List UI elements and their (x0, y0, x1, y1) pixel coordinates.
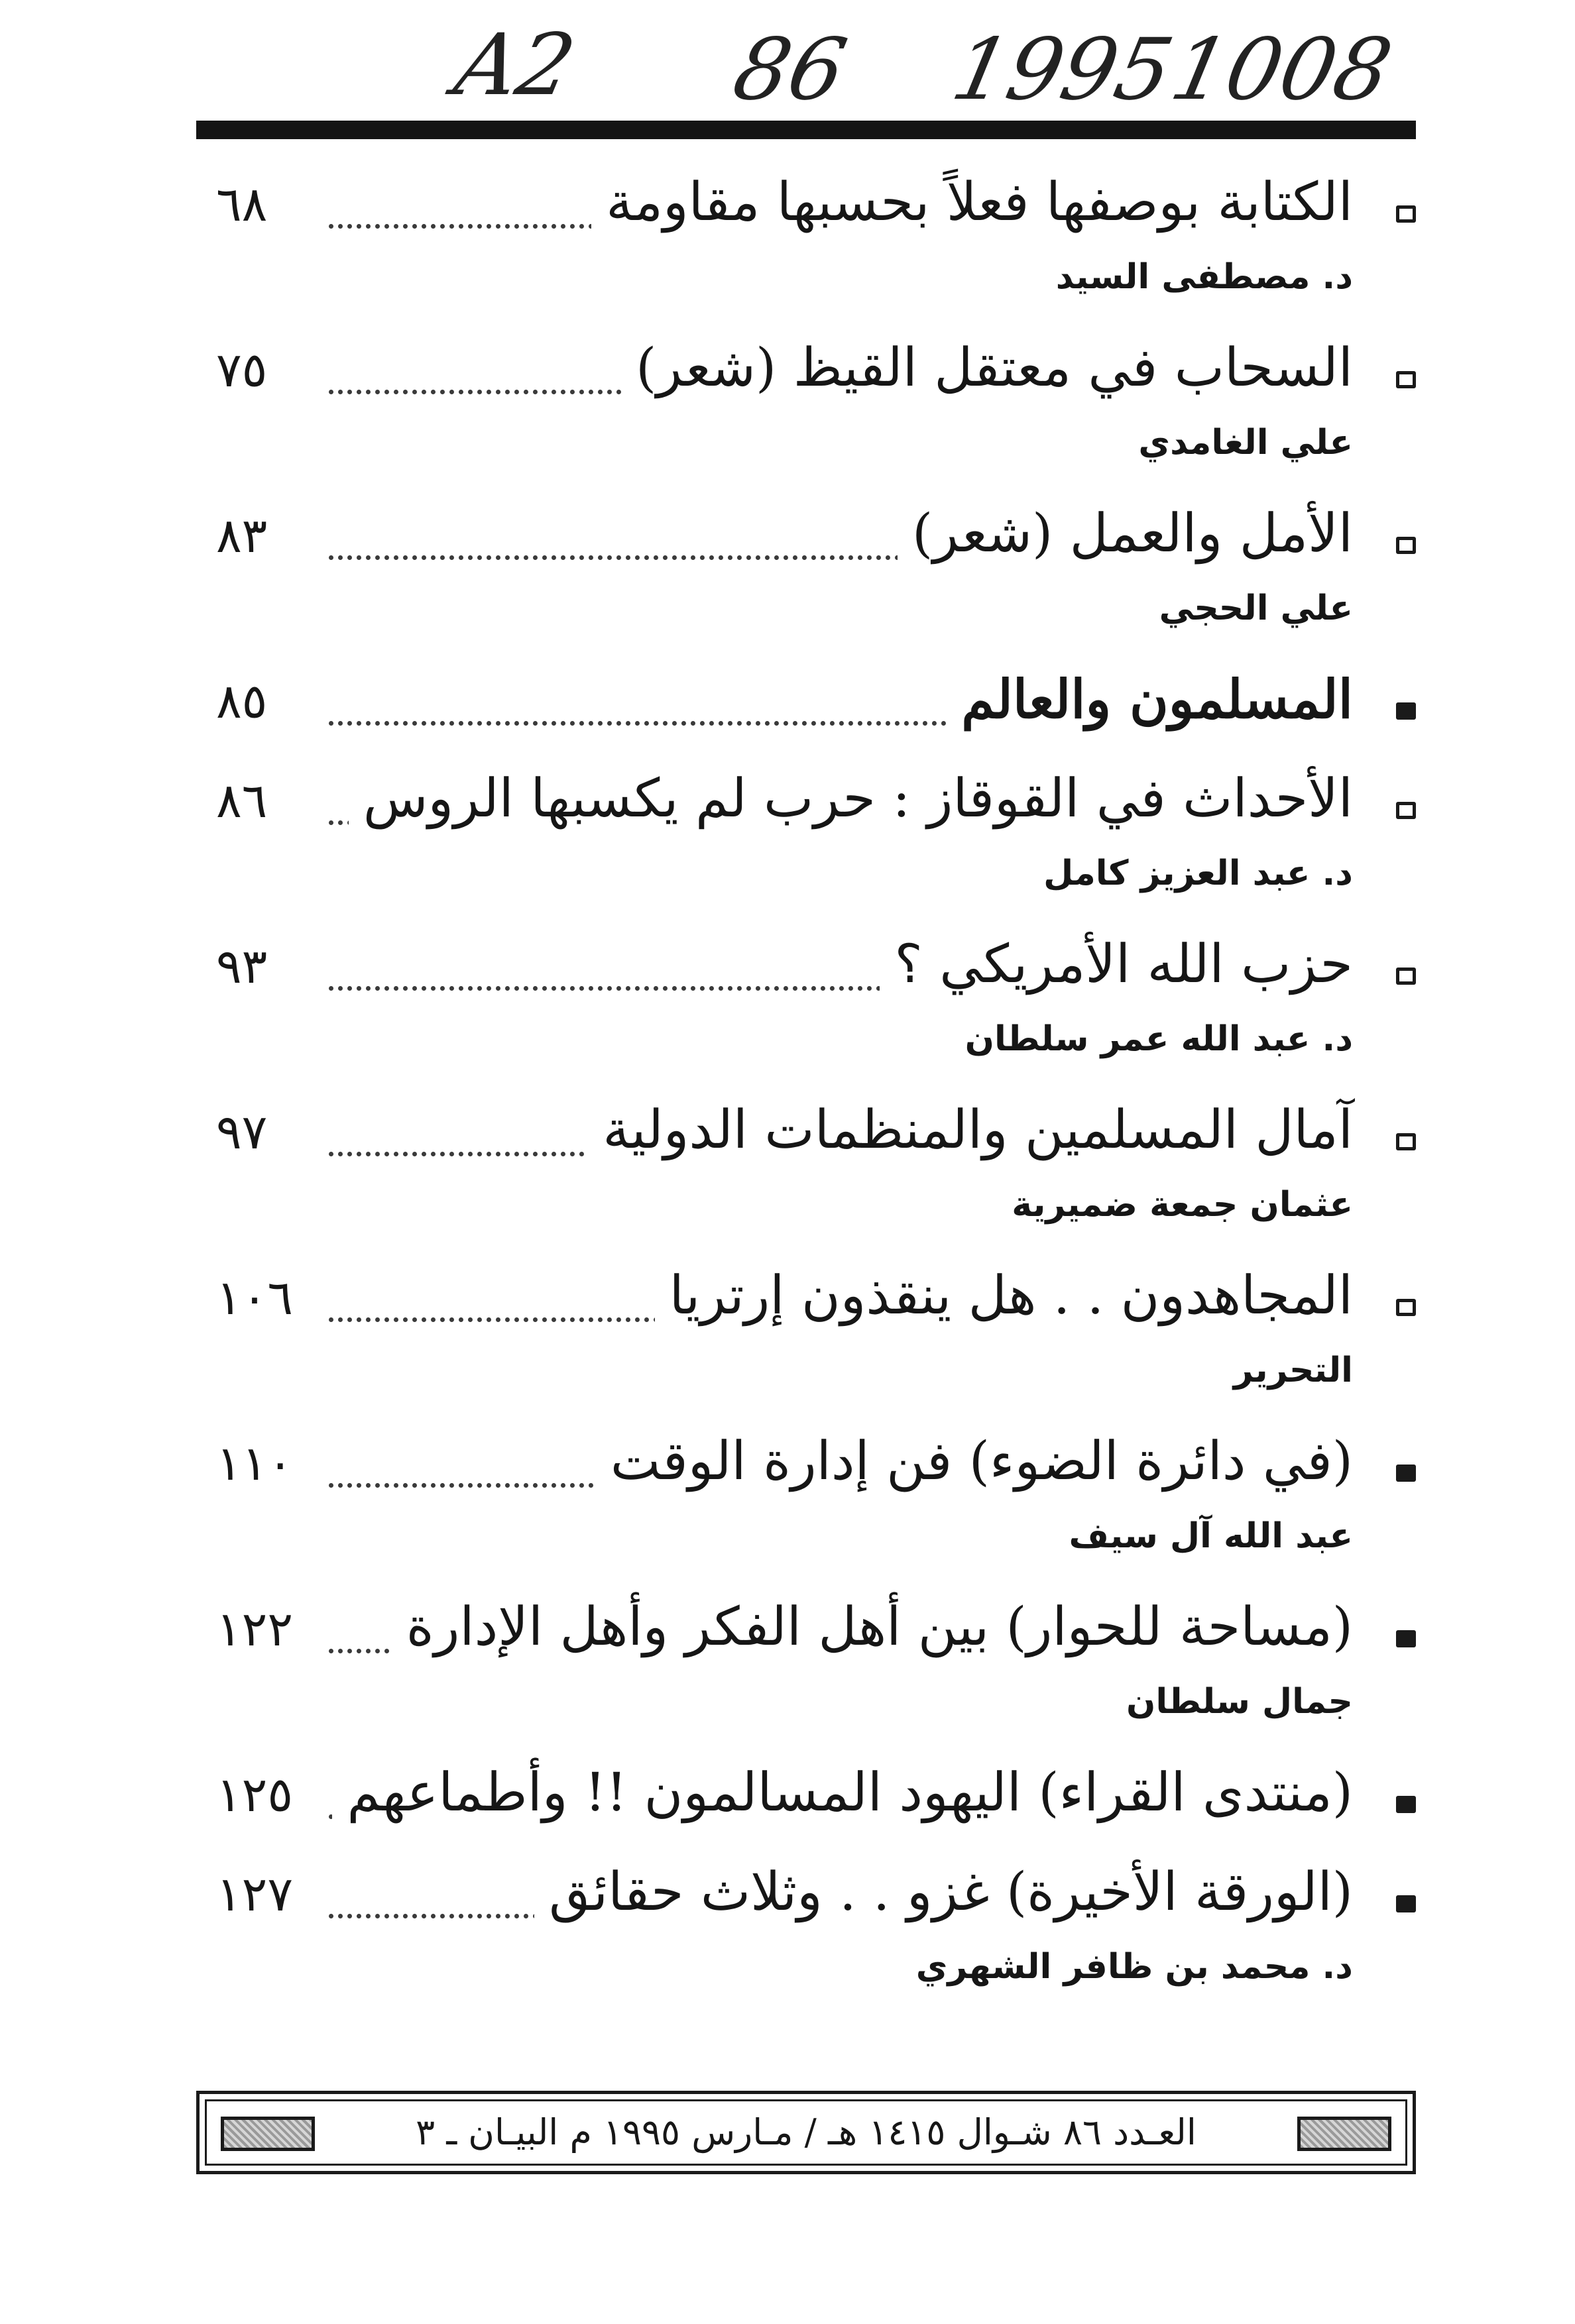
footer-bar (196, 2091, 1416, 2174)
toc-entry-title: آمال المسلمين والمنظمات الدولية (588, 1099, 1353, 1160)
toc-author-row (196, 1336, 1416, 1402)
toc-entry-title: المسلمون والعالم (947, 668, 1353, 730)
toc-entry-title: حزب الله الأمريكي ؟ (880, 933, 1353, 995)
hollow-square-bullet-icon (1396, 371, 1416, 388)
toc-entry (196, 655, 1416, 754)
toc-entry-title: (في دائرة الضوء) فن إدارة الوقت (596, 1430, 1353, 1492)
hollow-square-bullet-icon (1396, 1133, 1416, 1150)
hollow-square-bullet-icon (1396, 802, 1416, 819)
handwritten-issue: 86 (725, 21, 854, 119)
toc-entry-page: ٩٧ (216, 1104, 268, 1160)
toc-author-row (196, 1932, 1416, 1999)
toc-entry-title: الكتابة بوصفها فعلاً بحسبها مقاومة (591, 171, 1353, 233)
toc-entry-author: عبد الله آل سيف (1069, 1516, 1353, 1556)
hollow-square-bullet-icon (1396, 1299, 1416, 1316)
handwritten-ref: 1008 (1163, 21, 1400, 119)
toc-entry-page: ١٢٧ (216, 1866, 294, 1922)
toc-author-row (196, 1667, 1416, 1734)
hollow-square-bullet-icon (1396, 537, 1416, 554)
toc-entry-author: التحرير (1233, 1351, 1353, 1390)
toc-entry-title: (مساحة للحوار) بين أهل الفكر وأهل الإدارة (392, 1596, 1353, 1657)
toc-entry-page: ٨٣ (216, 508, 268, 563)
toc-entry-title: (منتدى القراء) اليهود المسالمون !! وأطماعهم (332, 1761, 1353, 1823)
toc-entry-author: د. محمد بن ظافر الشهري (915, 1947, 1353, 1987)
toc-author-row (196, 1502, 1416, 1568)
filled-square-bullet-icon (1396, 1465, 1416, 1482)
toc-entry-author: د. مصطفى السيد (1055, 257, 1353, 297)
hollow-square-bullet-icon (1396, 205, 1416, 223)
toc-entry-author: علي الغامدي (1138, 423, 1353, 463)
filled-square-bullet-icon (1396, 1895, 1416, 1912)
toc-author-row (196, 1170, 1416, 1237)
toc-author-row (196, 243, 1416, 309)
toc-entry-page: ٨٥ (216, 673, 268, 729)
footer-ornament-right (1297, 2117, 1391, 2151)
toc-entry-page: ١٠٦ (216, 1270, 294, 1325)
toc-entry-author: عثمان جمعة ضميرية (1012, 1185, 1353, 1225)
toc-entry-title: السحاب في معتقل القيظ (شعر) (621, 337, 1353, 398)
toc-entry-page: ٨٦ (216, 773, 268, 828)
handwritten-code: A2 (447, 16, 583, 115)
toc-entry-author: جمال سلطان (1126, 1682, 1353, 1722)
toc-author-row (196, 408, 1416, 474)
hollow-square-bullet-icon (1396, 968, 1416, 985)
toc-entry-title: الأمل والعمل (شعر) (898, 502, 1353, 564)
toc-entry-page: ٩٣ (216, 938, 268, 994)
filled-square-bullet-icon (1396, 1630, 1416, 1647)
toc-entry (196, 1748, 1416, 1848)
filled-square-bullet-icon (1396, 1796, 1416, 1813)
toc-entry-title: المجاهدون . . هل ينقذون إرتريا (655, 1264, 1353, 1326)
footer-ornament-left (221, 2117, 315, 2151)
toc-entry-author: د. عبد الله عمر سلطان (964, 1019, 1353, 1059)
toc-entry-page: ١٢٢ (216, 1601, 294, 1657)
toc-entry-page: ٦٨ (216, 176, 268, 232)
filled-square-bullet-icon (1396, 702, 1416, 720)
handwritten-annotation (0, 13, 1575, 126)
toc-entry-title: الأحداث في القوقاز : حرب لم يكسبها الروس (349, 767, 1353, 829)
header-rule (196, 121, 1416, 139)
toc-author-row (196, 1005, 1416, 1071)
handwritten-year: 1995 (944, 21, 1181, 119)
footer-caption: العـدد ٨٦ شـوال ١٤١٥ هـ / مـارس ١٩٩٥ م البيـان ـ ٣ (416, 2111, 1196, 2153)
toc-author-row (196, 839, 1416, 905)
toc-entry-page: ١٢٥ (216, 1767, 294, 1822)
toc-entry-author: د. عبد العزيز كامل (1043, 854, 1353, 893)
toc-entry-title: (الورقة الأخيرة) غزو . . وثلاث حقائق (534, 1861, 1353, 1922)
toc-entry-page: ١١٠ (216, 1435, 294, 1491)
toc-author-row (196, 574, 1416, 640)
toc-entry-page: ٧٥ (216, 342, 268, 398)
toc-entry-author: علي الحجي (1159, 588, 1353, 628)
